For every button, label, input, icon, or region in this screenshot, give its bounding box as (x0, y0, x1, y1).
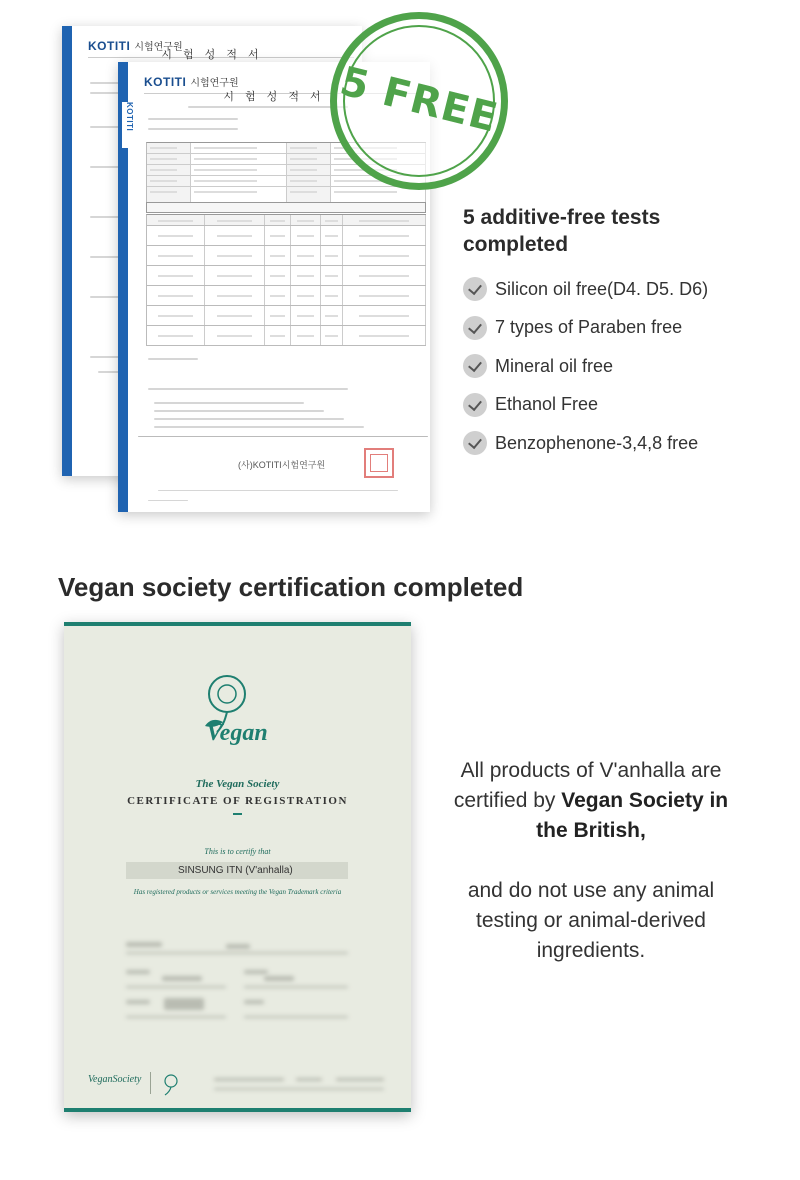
blurred-field (126, 942, 162, 947)
vegan-description: All products of V'anhalla are certified by Vegan Society in the British, and do not use any animal testing or animal-derived ingredients. (453, 759, 729, 962)
tests-list (463, 270, 708, 463)
check-circle-icon (463, 431, 487, 455)
check-circle-icon (463, 393, 487, 417)
check-circle-icon (463, 277, 487, 301)
red-seal-stamp (364, 448, 394, 478)
certificate-title: 시 험 성 적 서 (223, 91, 325, 103)
certificate-sidebar (118, 62, 134, 512)
kotiti-logo: KOTITI (144, 74, 187, 89)
kotiti-logo: KOTITI (88, 38, 131, 53)
list-item: Benzophenone-3,4,8 free (463, 424, 708, 463)
sidebar-label: KOTITI (125, 102, 134, 132)
org-name: 시험연구원 (190, 78, 239, 89)
check-circle-icon (463, 354, 487, 378)
list-item: Mineral oil free (463, 347, 708, 386)
five-free-badge (330, 12, 508, 190)
certificate-sidebar (62, 26, 72, 476)
vegan-mini-logo-icon (160, 1072, 186, 1098)
check-circle-icon (463, 316, 487, 340)
vegan-society-emphasis: Vegan Society in the British, (536, 789, 729, 842)
certificate-title: 시 험 성 적 서 (161, 49, 263, 61)
certify-line: This is to certify that (204, 847, 271, 856)
certificate-footer-org: (사)KOTITI시험연구원 (238, 460, 326, 470)
vegan-society-footer-logo: VeganSociety (88, 1074, 142, 1085)
vegan-sunflower-logo-icon (193, 670, 281, 750)
org-name: 시험연구원 (134, 42, 183, 53)
svg-text:Vegan: Vegan (206, 720, 268, 746)
list-item: Ethanol Free (463, 386, 708, 425)
list-item: Silicon oil free(D4. D5. D6) (463, 270, 708, 309)
list-item: 7 types of Paraben free (463, 309, 708, 348)
criteria-line: Has registered products or services meeting the Vegan Trademark criteria (133, 888, 342, 896)
badge-text: 5 FREE (335, 58, 503, 142)
vegan-heading: Vegan society certification completed (58, 572, 524, 602)
results-table (146, 214, 426, 346)
blurred-signature (164, 998, 204, 1010)
results-section-header (146, 202, 426, 213)
certificate-registration-title: CERTIFICATE OF REGISTRATION (127, 795, 348, 807)
tests-title: 5 additive-free tests completed (463, 206, 661, 256)
vegan-certificate (64, 622, 411, 1112)
company-name: SINSUNG ITN (V'anhalla) (126, 862, 348, 879)
society-name: The Vegan Society (195, 778, 280, 790)
